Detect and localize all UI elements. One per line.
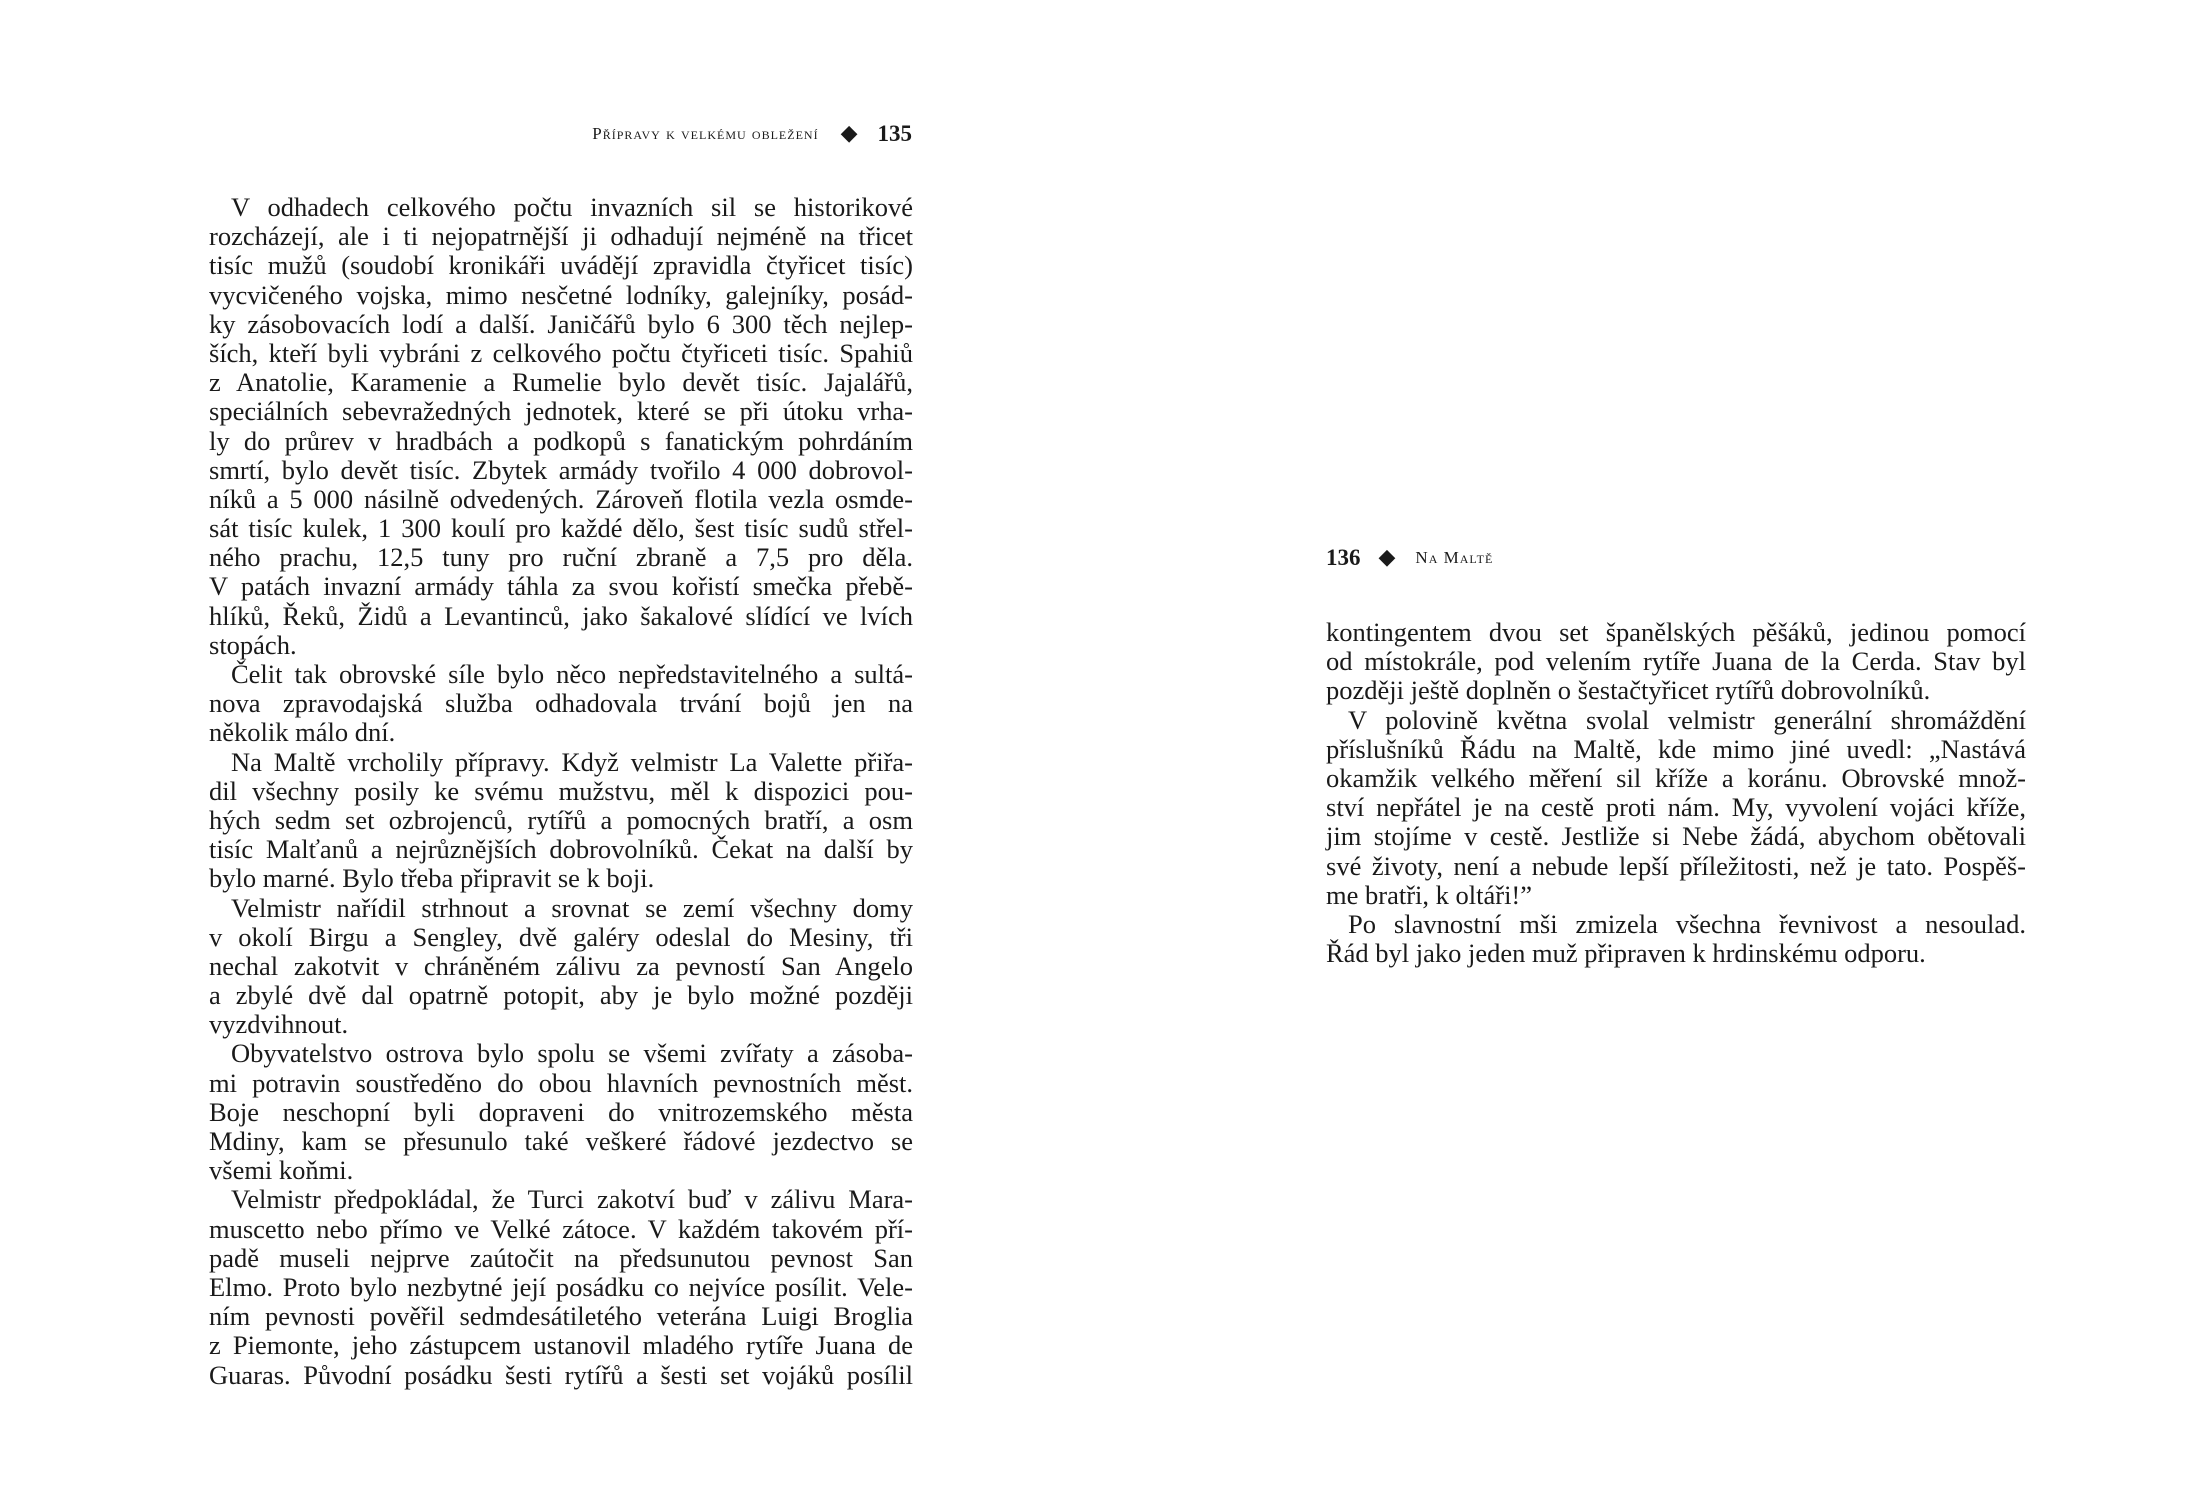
text-line: speciálních sebevražedných jednotek, které se při útoku vrha-: [209, 396, 913, 427]
text-line: stopách.: [209, 629, 297, 660]
page-number: 135: [877, 121, 912, 146]
text-line: smrtí, bylo devět tisíc. Zbytek armády tvořilo 4 000 dobrovol-: [209, 454, 913, 485]
text-line: v okolí Birgu a Sengley, dvě galéry odeslal do Mesiny, tři: [209, 921, 913, 952]
running-head-title: Přípravy k velkému obležení: [592, 124, 819, 143]
text-line: ného prachu, 12,5 tuny pro ruční zbraně a 7,5 pro děla.: [209, 542, 913, 573]
text-line: rozcházejí, ale i ti nejopatrnější ji odhadují nejméně na třicet: [209, 221, 913, 252]
text-line: V odhadech celkového počtu invazních sil se historikové: [231, 192, 913, 222]
text-line: Elmo. Proto bylo nezbytné její posádku co nejvíce posílit. Vele-: [209, 1271, 913, 1302]
running-head-right: [1326, 543, 1493, 573]
text-line: Guaras. Původní posádku šesti rytířů a šesti set vojáků posílil: [209, 1359, 913, 1390]
text-line: své životy, není a nebude lepší příležitosti, než je tato. Pospěš-: [1326, 850, 2026, 881]
text-line: několik málo dní.: [209, 717, 396, 748]
text-line: sát tisíc kulek, 1 300 koulí pro každé dělo, šest tisíc sudů střel-: [209, 513, 913, 544]
text-line: V polovině května svolal velmistr generální shromáždění: [1348, 704, 2026, 735]
text-line: z Anatolie, Karamenie a Rumelie bylo devět tisíc. Jajalářů,: [209, 367, 913, 398]
text-line: Řád byl jako jeden muž připraven k hrdinskému odporu.: [1326, 938, 1926, 969]
text-line: tisíc Malťanů a nejrůznějších dobrovolníků. Čekat na další by: [209, 834, 913, 865]
text-line: mi potravin soustředěno do obou hlavních pevnostních měst.: [209, 1067, 913, 1098]
text-line: a zbylé dvě dal opatrně potopit, aby je bylo možné později: [209, 980, 913, 1011]
text-line: z Piemonte, jeho zástupcem ustanovil mladého rytíře Juana de: [209, 1330, 913, 1361]
text-line: okamžik velkého měření sil kříže a koránu. Obrovské množ-: [1326, 762, 2026, 793]
text-line: me bratři, k oltáři!”: [1326, 879, 1533, 910]
diamond-separator-icon: ◆: [1378, 544, 1396, 569]
text-line: ších, kteří byli vybráni z celkového počtu čtyřiceti tisíc. Spahiů: [209, 337, 913, 368]
text-line: příslušníků Řádu na Maltě, kde mimo jiné uvedl: „Nastává: [1326, 733, 2026, 764]
text-line: bylo marné. Bylo třeba připravit se k boji.: [209, 863, 655, 894]
text-line: níků a 5 000 násilně odvedených. Zároveň flotila vezla osmde-: [209, 483, 913, 514]
text-line: Mdiny, kam se přesunulo také veškeré řádové jezdectvo se: [209, 1126, 913, 1156]
page-number: 136: [1326, 545, 1361, 570]
text-line: kontingentem dvou set španělských pěšáků, jedinou pomocí: [1326, 617, 2026, 647]
body-text-right: [1326, 618, 2026, 968]
running-head-title: Na Maltě: [1415, 548, 1494, 567]
text-line: Obyvatelstvo ostrova bylo spolu se všemi zvířaty a zásoba-: [231, 1038, 913, 1069]
text-line: jim stojíme v cestě. Jestliže si Nebe žádá, abychom obětovali: [1326, 821, 2026, 852]
right-page: [1105, 0, 2210, 1500]
text-line: nechal zakotvit v chráněném zálivu za pevností San Angelo: [209, 950, 913, 981]
text-line: tisíc mužů (soudobí kronikáři uvádějí zpravidla čtyřicet tisíc): [209, 250, 913, 281]
text-line: nova zpravodajská služba odhadovala trvání bojů jen na: [209, 688, 913, 719]
diamond-separator-icon: ◆: [840, 120, 858, 145]
text-line: Na Maltě vrcholily přípravy. Když velmistr La Valette přiřa-: [231, 746, 913, 777]
text-line: Čelit tak obrovské síle bylo něco nepředstavitelného a sultá-: [231, 659, 913, 689]
text-line: V patách invazní armády táhla za svou kořistí smečka přebě-: [209, 571, 913, 602]
text-line: Velmistr nařídil strhnout a srovnat se zemí všechny domy: [231, 892, 913, 923]
text-line: od místokrále, pod velením rytíře Juana de la Cerda. Stav byl: [1326, 646, 2026, 677]
text-line: Po slavnostní mši zmizela všechna řevnivost a nesoulad.: [1348, 908, 2026, 939]
running-head-left: [592, 119, 912, 149]
text-line: padě museli nejprve zaútočit na předsunutou pevnost San: [209, 1242, 913, 1273]
text-line: všemi koňmi.: [209, 1155, 354, 1186]
text-line: Velmistr předpokládal, že Turci zakotví buď v zálivu Mara-: [231, 1184, 913, 1215]
text-line: ky zásobovacích lodí a další. Janičářů bylo 6 300 těch nejlep-: [209, 308, 913, 339]
body-text-left: [209, 193, 913, 1390]
text-line: ství nepřátel je na cestě proti nám. My, vyvolení vojáci kříže,: [1326, 792, 2026, 823]
text-line: ním pevnosti pověřil sedmdesátiletého veterána Luigi Broglia: [209, 1301, 913, 1332]
text-line: dil všechny posily ke svému mužstvu, měl k dispozici pou-: [209, 775, 913, 806]
text-line: ly do průrev v hradbách a podkopů s fanatickým pohrdáním: [209, 425, 913, 456]
text-line: hlíků, Řeků, Židů a Levantinců, jako šakalové slídící ve lvích: [209, 600, 913, 631]
text-line: Boje neschopní byli dopraveni do vnitrozemského města: [209, 1096, 913, 1127]
text-line: vycvičeného vojska, mimo nesčetné lodníky, galejníky, posád-: [209, 279, 913, 310]
text-line: hých sedm set ozbrojenců, rytířů a pomocných bratří, a osm: [209, 804, 913, 835]
text-line: vyzdvihnout.: [209, 1009, 349, 1040]
text-line: muscetto nebo přímo ve Velké zátoce. V každém takovém pří-: [209, 1213, 913, 1244]
text-line: později ještě doplněn o šestačtyřicet rytířů dobrovolníků.: [1326, 675, 1931, 706]
